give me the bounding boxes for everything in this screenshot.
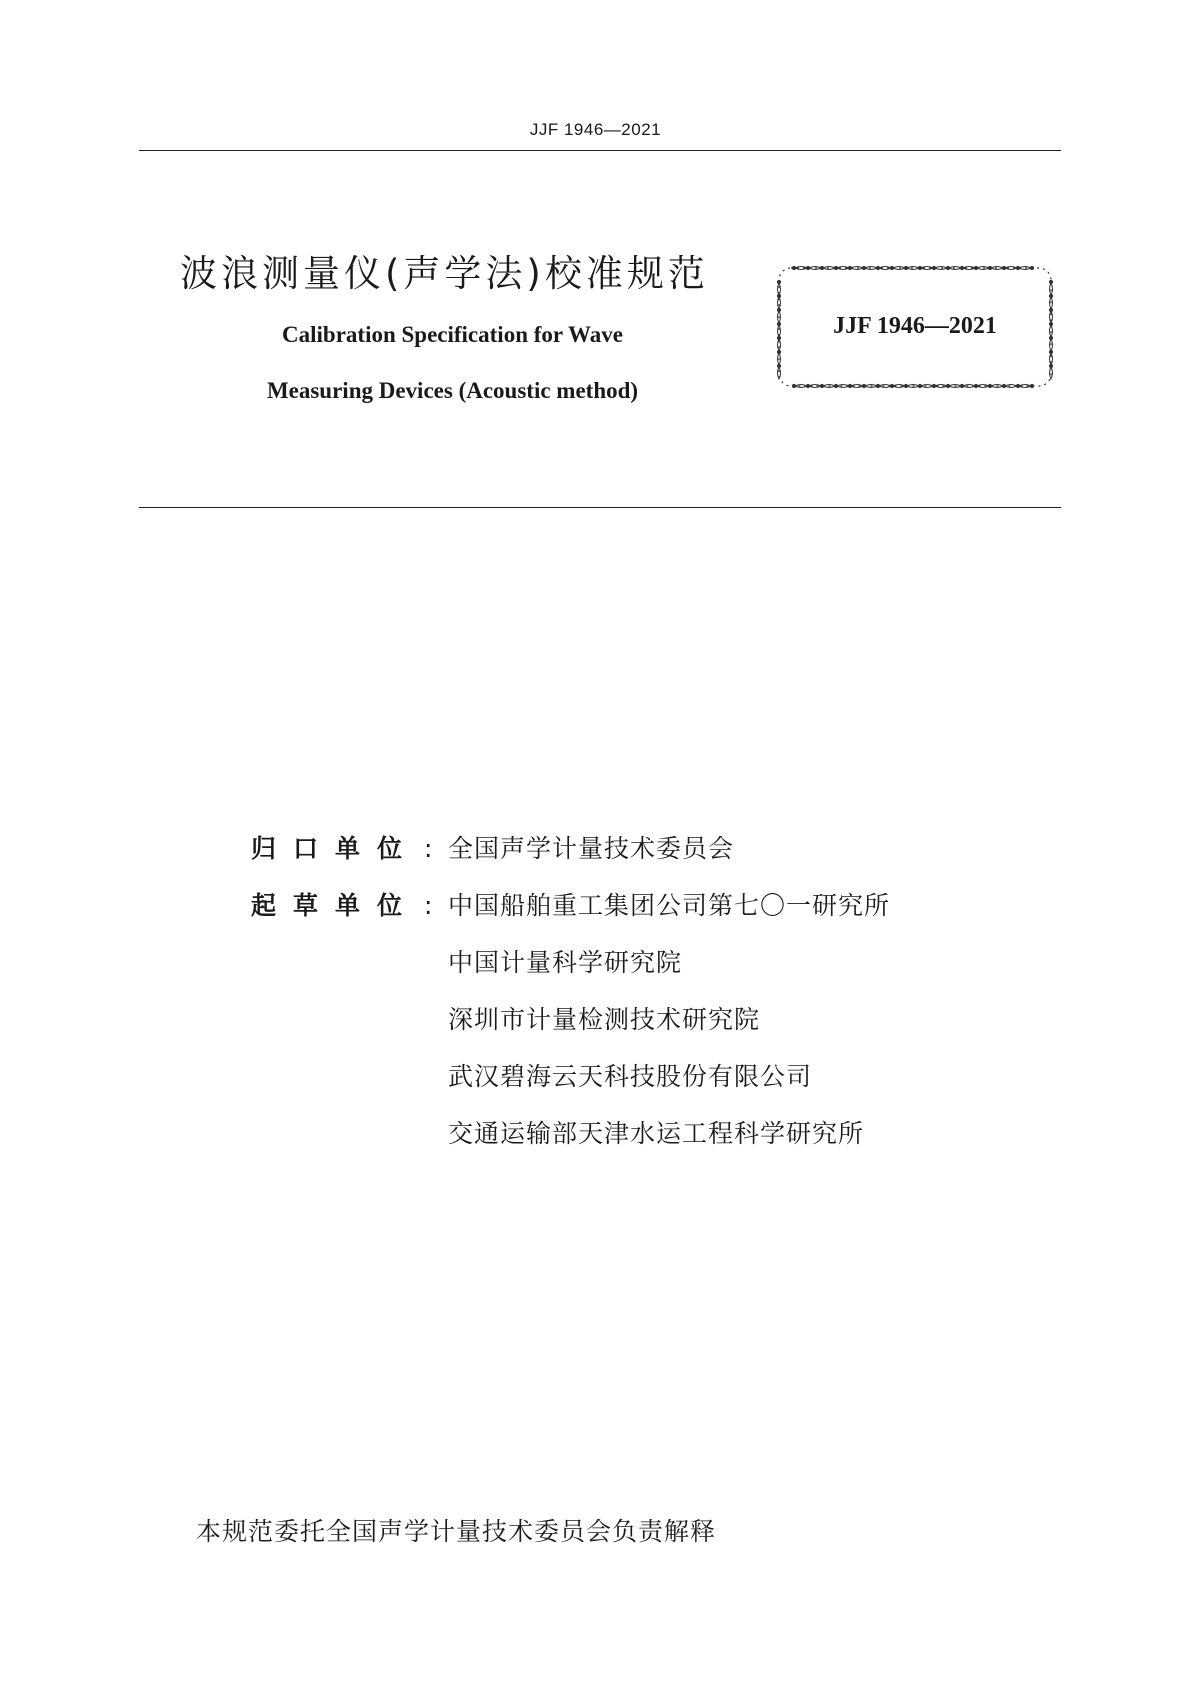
- drafting-unit-label: 起草单位: [251, 891, 420, 920]
- responsible-unit-colon: :: [424, 834, 433, 863]
- border-ornament-leaf: [1005, 267, 1017, 270]
- bottom-divider: [139, 507, 1061, 508]
- drafting-unit-value-1: 中国船舶重工集团公司第七〇一研究所: [448, 891, 891, 920]
- border-ornament-leaf: [963, 267, 975, 270]
- drafting-unit-value-4: 武汉碧海云天科技股份有限公司: [448, 1062, 813, 1091]
- top-divider: [139, 150, 1061, 151]
- standard-code: JJF 1946—2021: [833, 313, 997, 339]
- english-title-line-1: Calibration Specification for Wave: [282, 322, 623, 347]
- header-standard-code: JJF 1946—2021: [529, 120, 662, 139]
- border-ornament-leaf: [795, 267, 807, 270]
- interpretation-note: 本规范委托全国声学计量技术委员会负责解释: [196, 1517, 717, 1546]
- responsible-unit-label: 归口单位: [251, 834, 420, 863]
- drafting-unit-colon: :: [424, 891, 433, 920]
- drafting-unit-value-5: 交通运输部天津水运工程科学研究所: [448, 1119, 865, 1148]
- chinese-title: 波浪测量仪(声学法)校准规范: [180, 252, 709, 295]
- standard-code-box: [776, 264, 1054, 390]
- border-ornament-leaf: [921, 267, 933, 270]
- drafting-unit-value-2: 中国计量科学研究院: [448, 948, 683, 977]
- border-ornament-dot: [1030, 266, 1033, 269]
- border-ornament-leaf: [837, 267, 849, 270]
- responsible-unit-value: 全国声学计量技术委员会: [448, 834, 735, 863]
- drafting-unit-value-3: 深圳市计量检测技术研究院: [448, 1005, 761, 1034]
- border-ornament-leaf: [879, 267, 891, 270]
- english-title-line-2: Measuring Devices (Acoustic method): [266, 378, 639, 403]
- border-ornament-dot: [1030, 384, 1033, 387]
